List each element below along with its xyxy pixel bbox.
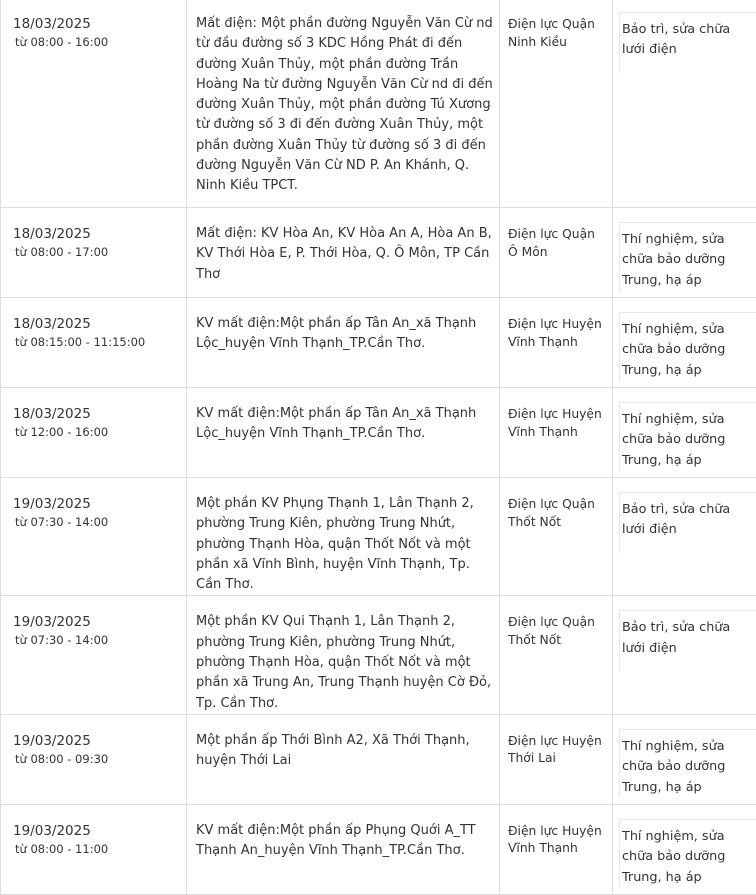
power-unit: Điện lực Huyện Vĩnh Thạnh [500, 388, 612, 441]
outage-date: 18/03/2025 [1, 298, 186, 334]
outage-area: Mất điện: Một phần đường Nguyễn Văn Cừ nd từ đầu đường số 3 KDC Hồng Phát đi đến đường Xuân Thủy, một phần đường Trần Hoàng Na từ đường Nguyễn Văn Cừ nd đi đến đường Xuân Thủy, một phần đường Tú Xương từ đường số 3 đi đến đường Xuân Thủy, một phần đường Xuân Thủy từ đường số 3 đi đến đường Nguyễn Văn Cừ ND P. An Khánh, Q. Ninh Kiều TPCT. [187, 0, 499, 197]
power-unit: Điện lực Quận Ninh Kiều [500, 0, 612, 51]
outage-date: 19/03/2025 [1, 596, 186, 632]
reason-cell [613, 714, 756, 804]
reason-cell [613, 0, 756, 208]
outage-reason: Thí nghiệm, sửa chữa bảo dưỡng Trung, hạ áp [620, 223, 756, 291]
reason-box [619, 610, 756, 671]
reason-box [619, 312, 756, 381]
reason-cell [613, 208, 756, 298]
date-cell [1, 596, 187, 714]
unit-cell [500, 388, 613, 478]
outage-date: 18/03/2025 [1, 208, 186, 244]
table-row [1, 596, 756, 714]
outage-time: từ 07:30 - 14:00 [1, 632, 186, 649]
outage-time: từ 08:00 - 17:00 [1, 244, 186, 261]
reason-box [619, 12, 756, 73]
outage-time: từ 12:00 - 16:00 [1, 424, 186, 441]
table-row [1, 388, 756, 478]
outage-reason: Thí nghiệm, sửa chữa bảo dưỡng Trung, hạ áp [620, 403, 756, 471]
outage-date: 18/03/2025 [1, 388, 186, 424]
outage-time: từ 08:00 - 09:30 [1, 751, 186, 768]
outage-time: từ 08:15:00 - 11:15:00 [1, 334, 186, 351]
outage-time: từ 08:00 - 11:00 [1, 841, 186, 858]
outage-time: từ 08:00 - 16:00 [1, 34, 186, 51]
reason-cell [613, 478, 756, 596]
date-cell [1, 804, 187, 894]
reason-cell [613, 298, 756, 388]
outage-date: 19/03/2025 [1, 715, 186, 751]
outage-reason: Bảo trì, sửa chữa lưới điện [620, 13, 756, 61]
power-unit: Điện lực Huyện Thới Lai [500, 715, 612, 768]
unit-cell [500, 714, 613, 804]
table-row [1, 804, 756, 894]
unit-cell [500, 208, 613, 298]
outage-reason: Bảo trì, sửa chữa lưới điện [620, 611, 756, 659]
power-unit: Điện lực Huyện Vĩnh Thạnh [500, 298, 612, 351]
reason-cell [613, 804, 756, 894]
power-unit: Điện lực Quận Thốt Nốt [500, 478, 612, 531]
reason-box [619, 222, 756, 291]
outage-area: KV mất điện:Một phần ấp Tân An_xã Thạnh Lộc_huyện Vĩnh Thạnh_TP.Cần Thơ. [187, 388, 499, 445]
area-cell [187, 804, 500, 894]
power-unit: Điện lực Quận Ô Môn [500, 208, 612, 261]
outage-time: từ 07:30 - 14:00 [1, 514, 186, 531]
unit-cell [500, 0, 613, 208]
date-cell [1, 478, 187, 596]
table-row [1, 714, 756, 804]
date-cell [1, 208, 187, 298]
power-unit: Điện lực Huyện Vĩnh Thạnh [500, 805, 612, 858]
outage-area: Một phần KV Qui Thạnh 1, Lân Thạnh 2, phường Trung Kiên, phường Trung Nhứt, phường Thạnh Hòa, quận Thốt Nốt và một phần xã Trung An, Trung Thạnh huyện Cờ Đỏ, Tp. Cần Thơ. [187, 596, 499, 713]
area-cell [187, 0, 500, 208]
reason-box [619, 402, 756, 471]
unit-cell [500, 298, 613, 388]
area-cell [187, 298, 500, 388]
reason-box [619, 492, 756, 553]
date-cell [1, 714, 187, 804]
table-row [1, 298, 756, 388]
table-row [1, 478, 756, 596]
table-row [1, 0, 756, 208]
outage-reason: Thí nghiệm, sửa chữa bảo dưỡng Trung, hạ áp [620, 730, 756, 798]
date-cell [1, 0, 187, 208]
outage-reason: Thí nghiệm, sửa chữa bảo dưỡng Trung, hạ áp [620, 313, 756, 381]
unit-cell [500, 804, 613, 894]
outage-date: 19/03/2025 [1, 478, 186, 514]
table-row [1, 208, 756, 298]
area-cell [187, 388, 500, 478]
reason-box [619, 729, 756, 798]
unit-cell [500, 478, 613, 596]
area-cell [187, 714, 500, 804]
reason-cell [613, 388, 756, 478]
outage-reason: Bảo trì, sửa chữa lưới điện [620, 493, 756, 541]
date-cell [1, 298, 187, 388]
outage-area: Một phần ấp Thới Bình A2, Xã Thới Thạnh, huyện Thới Lai [187, 715, 499, 772]
area-cell [187, 478, 500, 596]
outage-reason: Thí nghiệm, sửa chữa bảo dưỡng Trung, hạ áp [620, 820, 756, 888]
outage-date: 19/03/2025 [1, 805, 186, 841]
outage-area: KV mất điện:Một phần ấp Tân An_xã Thạnh Lộc_huyện Vĩnh Thạnh_TP.Cần Thơ. [187, 298, 499, 355]
reason-box [619, 819, 756, 888]
outage-area: KV mất điện:Một phần ấp Phụng Quới A_TT Thạnh An_huyện Vĩnh Thạnh_TP.Cần Thơ. [187, 805, 499, 862]
unit-cell [500, 596, 613, 714]
area-cell [187, 596, 500, 714]
reason-cell [613, 596, 756, 714]
area-cell [187, 208, 500, 298]
outage-area: Một phần KV Phụng Thạnh 1, Lân Thạnh 2, phường Trung Kiên, phường Trung Nhứt, phường Thạnh Hòa, quận Thốt Nốt và một phần xã Vĩnh Bình, huyện Vĩnh Thạnh, Tp. Cần Thơ. [187, 478, 499, 595]
outage-area: Mất điện: KV Hòa An, KV Hòa An A, Hòa An B, KV Thới Hòa E, P. Thới Hòa, Q. Ô Môn, TP Cần Thơ [187, 208, 499, 285]
outage-date: 18/03/2025 [1, 0, 186, 34]
date-cell [1, 388, 187, 478]
power-unit: Điện lực Quận Thốt Nốt [500, 596, 612, 649]
